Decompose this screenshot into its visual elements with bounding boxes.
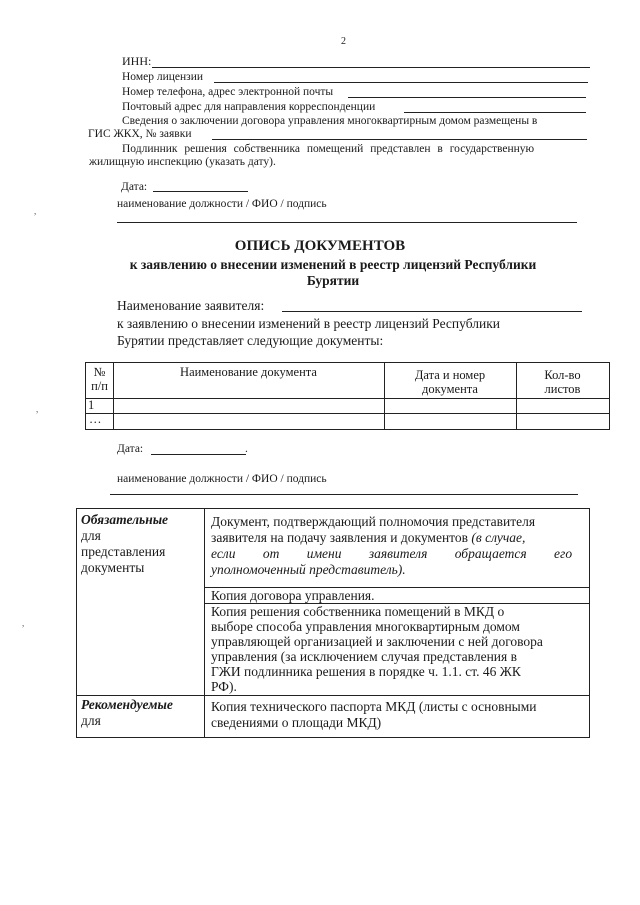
inn-line xyxy=(152,67,590,68)
page-number: 2 xyxy=(341,36,346,47)
margin-mark: , xyxy=(36,404,39,414)
doc1-line-3: если от имени заявителя обращается его xyxy=(211,546,573,561)
col-date-header-2: документа xyxy=(422,382,478,396)
margin-mark: , xyxy=(34,206,37,216)
header-date-label: Дата: xyxy=(121,181,148,193)
original-note-line-1: Подлинник решения собственника помещений представлен в государственную xyxy=(122,143,535,155)
inventory-intro-line-2: Бурятии представляет следующие документы: xyxy=(117,333,384,348)
applicant-line xyxy=(282,311,582,312)
doc3-line-1: Копия решения собственника помещений в МКД о xyxy=(211,604,505,619)
doc3-line-5: ГЖИ подлинника решения в порядке ч. 1.1. ст. 46 ЖК xyxy=(211,664,521,679)
inventory-date-suffix: . xyxy=(245,443,248,455)
header-signature-line xyxy=(117,222,577,223)
doc1-line-2-main: заявителя на подачу заявления и документов xyxy=(211,530,469,545)
doc1-line-2-note: (в случае, xyxy=(471,530,526,545)
inventory-date-label: Дата: xyxy=(117,443,144,455)
postal-address-line xyxy=(404,112,586,113)
contract-info-line-2: ГИС ЖКХ, № заявки xyxy=(88,128,192,140)
header-signature-label: наименование должности / ФИО / подпись xyxy=(117,198,327,210)
postal-address-label: Почтовый адрес для направления корреспонденции xyxy=(122,101,376,113)
doc2: Копия договора управления. xyxy=(211,588,375,603)
license-number-line xyxy=(214,82,588,83)
applicant-label: Наименование заявителя: xyxy=(117,298,265,313)
recommended-label: Рекомендуемые xyxy=(81,697,173,712)
mandatory-rest-1: для xyxy=(81,528,101,543)
doc3-line-4: управления (за исключением случая представления в xyxy=(211,649,517,664)
license-number-label: Номер лицензии xyxy=(122,71,203,83)
contract-info-line xyxy=(212,139,587,140)
col-num-header-1: № xyxy=(93,365,106,379)
doc3-line-3: управляющей организацией и заключении с ней договора xyxy=(211,634,543,649)
inventory-signature-label: наименование должности / ФИО / подпись xyxy=(117,473,327,485)
inventory-subtitle-line-2: Бурятии xyxy=(306,273,360,288)
doc4-line-1: Копия технического паспорта МКД (листы с основными xyxy=(211,699,537,714)
col-qty-header-2: листов xyxy=(544,382,581,396)
inventory-date-line xyxy=(151,454,246,455)
inventory-intro-line-1: к заявлению о внесении изменений в реестр лицензий Республики xyxy=(117,316,501,331)
header-date-line xyxy=(153,191,248,192)
table-row-1-num: 1 xyxy=(88,398,95,412)
doc3-line-6: РФ). xyxy=(211,679,237,694)
inventory-signature-line xyxy=(110,494,578,495)
inventory-table xyxy=(85,362,610,430)
inn-label: ИНН: xyxy=(122,54,152,68)
doc3-line-2: выборе способа управления многоквартирным домом xyxy=(211,619,520,634)
doc1-line-1: Документ, подтверждающий полномочия представителя xyxy=(211,514,536,529)
phone-email-line xyxy=(348,97,586,98)
col-qty-header-1: Кол-во xyxy=(544,368,581,382)
doc4-line-2: сведениями о площади МКД) xyxy=(211,715,382,730)
col-name-header: Наименование документа xyxy=(180,365,317,379)
inventory-subtitle-line-1: к заявлению о внесении изменений в реестр лицензий Республики xyxy=(129,257,537,272)
doc1-line-2 xyxy=(211,530,525,546)
phone-email-label: Номер телефона, адрес электронной почты xyxy=(122,86,334,98)
contract-info-line-1: Сведения о заключении договора управления многоквартирным домом размещены в xyxy=(122,115,538,127)
mandatory-rest-3: документы xyxy=(81,560,145,575)
col-num-header-2: п/п xyxy=(91,379,108,393)
original-note-line-2: жилищную инспекцию (указать дату). xyxy=(89,156,276,168)
table-row-2-num: … xyxy=(89,412,102,426)
recommended-rest: для xyxy=(81,713,101,728)
requirements-table xyxy=(76,508,590,738)
col-date-header-1: Дата и номер xyxy=(414,368,486,382)
doc1-line-4: уполномоченный представитель). xyxy=(211,562,406,577)
mandatory-label: Обязательные xyxy=(81,512,169,527)
inventory-title: ОПИСЬ ДОКУМЕНТОВ xyxy=(234,238,406,254)
mandatory-rest-2: представления xyxy=(81,544,166,559)
margin-mark: , xyxy=(22,618,25,628)
